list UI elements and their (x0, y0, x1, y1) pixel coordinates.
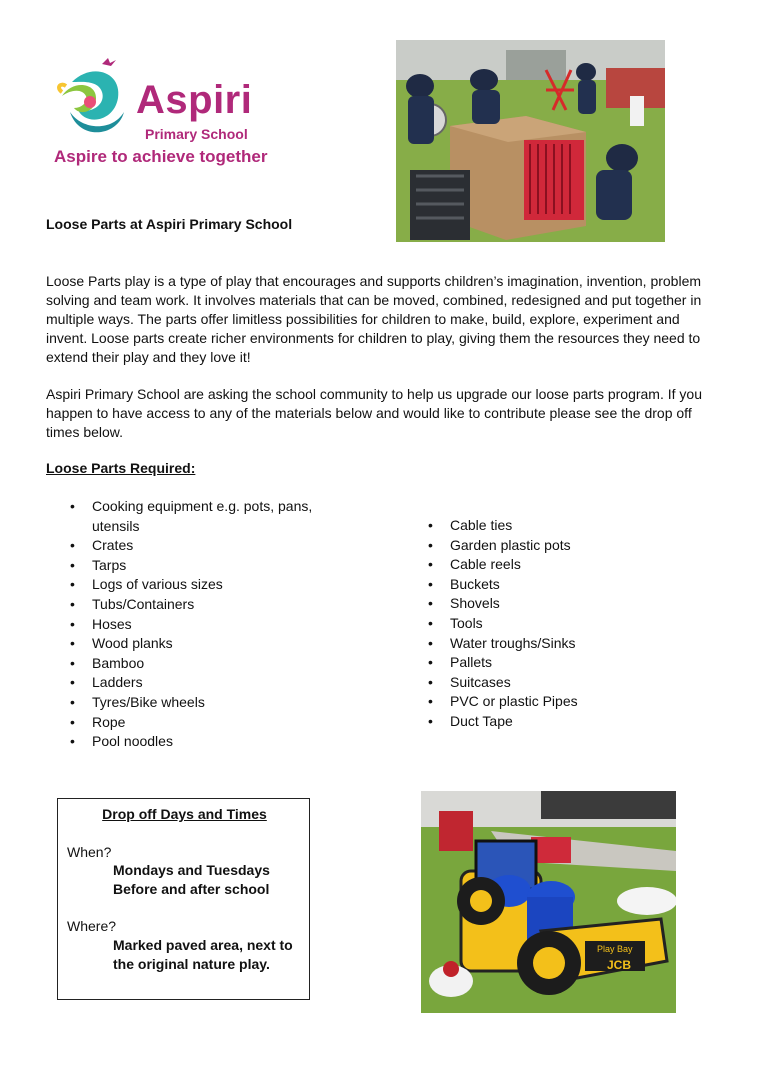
logo-subtitle: Primary School (145, 126, 248, 142)
list-item: • Crates (70, 536, 320, 556)
list-item: • Pallets (428, 653, 648, 673)
list-item: • Cooking equipment e.g. pots, pans, utensils (70, 497, 320, 536)
photo-children-playing-image (396, 40, 665, 242)
list-item: • Tarps (70, 556, 320, 576)
where-line-1: Marked paved area, next to (113, 937, 293, 953)
items-list-left (70, 497, 320, 752)
when-days: Mondays and Tuesdays (113, 862, 270, 878)
items-list-right (428, 516, 648, 732)
list-item: • Rope (70, 713, 320, 733)
when-label: When? (67, 844, 112, 860)
logo-brand-text: Aspiri (136, 78, 253, 122)
intro-paragraph: Loose Parts play is a type of play that encourages and supports children’s imagination, invention, problem solving and team work. It involves materials that can be moved, combined, redesigned and put together in multiple ways. The parts offer limitless possibilities for children to make, build, explore, experiment and invent. Loose parts create richer environments for children to play, giving them the resources they need to extend their play and they love it! (46, 273, 702, 365)
photo-play-tractor-image (421, 791, 676, 1013)
photo-play-tractor (421, 791, 676, 1013)
jcb-sign-text: JCB (607, 958, 632, 972)
play-bay-sign-text: Play Bay (597, 944, 633, 954)
page-title: Loose Parts at Aspiri Primary School (46, 216, 293, 232)
list-item: • Tyres/Bike wheels (70, 693, 320, 713)
list-item: • Tubs/Containers (70, 595, 320, 615)
list-item: • PVC or plastic Pipes (428, 692, 648, 712)
logo-tagline: Aspire to achieve together (54, 147, 268, 166)
list-item: • Suitcases (428, 673, 648, 693)
list-item: • Bamboo (70, 654, 320, 674)
logo-emblem-icon (52, 52, 136, 142)
list-item: • Cable reels (428, 555, 648, 575)
where-label: Where? (67, 918, 117, 934)
dropoff-heading: Drop off Days and Times (102, 806, 267, 822)
list-item: • Duct Tape (428, 712, 648, 732)
list-item: • Tools (428, 614, 648, 634)
list-item: • Garden plastic pots (428, 536, 648, 556)
photo-children-playing (396, 40, 665, 242)
list-item: • Logs of various sizes (70, 575, 320, 595)
list-item: • Buckets (428, 575, 648, 595)
when-times: Before and after school (113, 881, 270, 897)
list-item: • Pool noodles (70, 732, 320, 752)
list-item: • Wood planks (70, 634, 320, 654)
list-item: • Shovels (428, 594, 648, 614)
list-item: • Hoses (70, 615, 320, 635)
list-item: • Water troughs/Sinks (428, 634, 648, 654)
list-item: • Cable ties (428, 516, 648, 536)
where-line-2: the original nature play. (113, 956, 270, 972)
school-logo (52, 52, 272, 170)
required-heading: Loose Parts Required: (46, 460, 196, 476)
dropoff-box (57, 798, 310, 1000)
list-item: • Ladders (70, 673, 320, 693)
request-paragraph: Aspiri Primary School are asking the school community to help us upgrade our loose parts program. If you happen to have access to any of the materials below and would like to contribute please see the drop off times below. (46, 386, 702, 440)
